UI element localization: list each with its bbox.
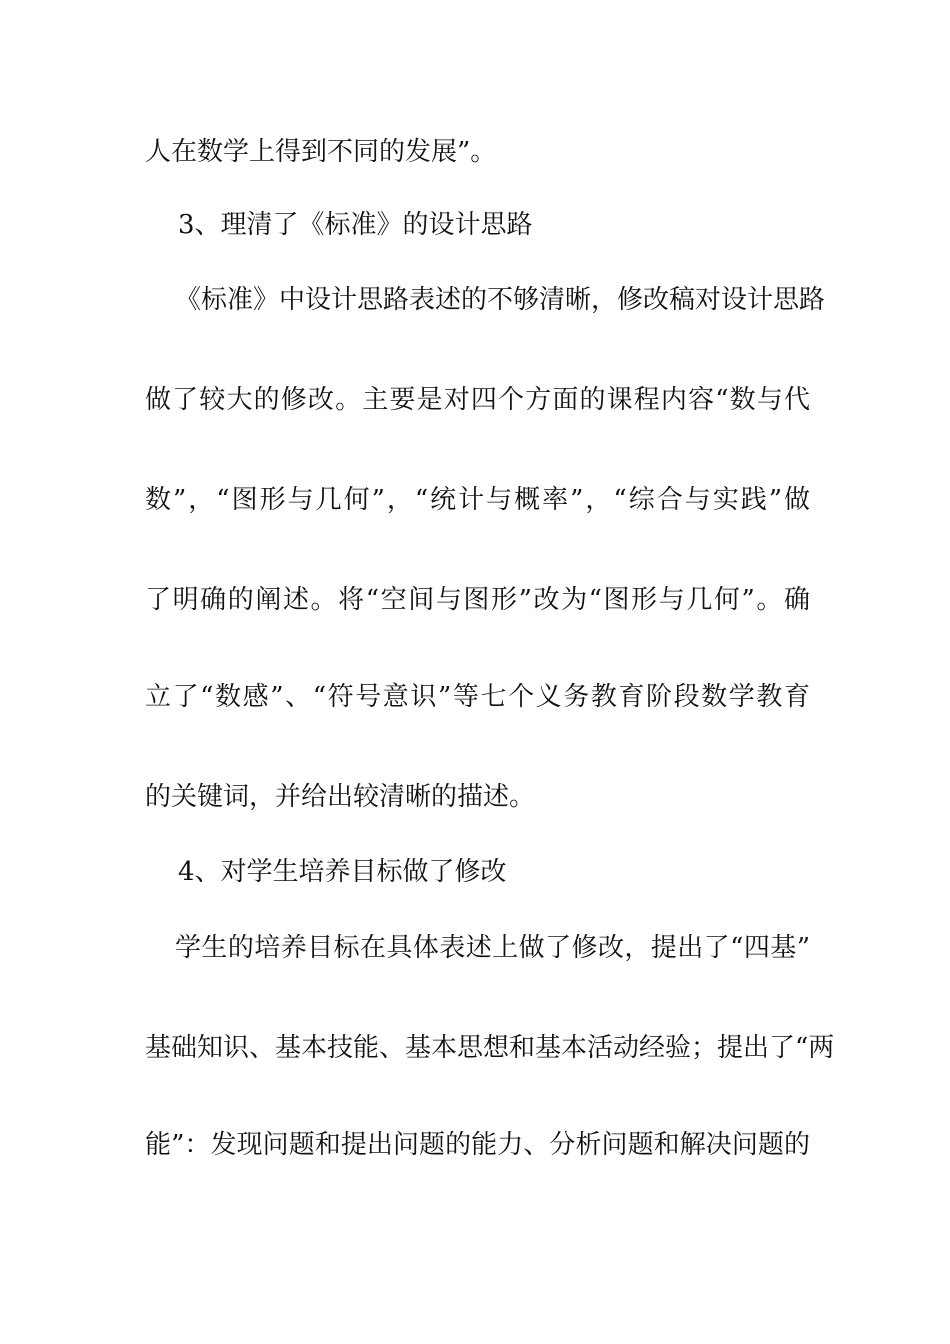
section-4-heading: 4、对学生培养目标做了修改 <box>178 857 507 887</box>
paragraph-fragment-line: 人在数学上得到不同的发展”。 <box>145 137 497 167</box>
section-3-line-1: 《标准》中设计思路表述的不够清晰，修改稿对设计思路 <box>175 285 826 315</box>
section-4-line-2: 基础知识、基本技能、基本思想和基本活动经验；提出了“两 <box>145 1033 835 1063</box>
section-3-line-2: 做了较大的修改。主要是对四个方面的课程内容“数与代 <box>145 385 810 415</box>
section-3-line-3: 数”，“图形与几何”，“统计与概率”，“综合与实践”做 <box>145 485 810 515</box>
section-3-line-4: 了明确的阐述。将“空间与图形”改为“图形与几何”。确 <box>145 585 810 615</box>
section-4-line-1: 学生的培养目标在具体表述上做了修改，提出了“四基” <box>175 933 810 963</box>
section-4-line-3: 能”：发现问题和提出问题的能力、分析问题和解决问题的 <box>145 1130 810 1160</box>
section-3-line-5: 立了“数感”、“符号意识”等七个义务教育阶段数学教育 <box>145 682 810 712</box>
section-3-line-6: 的关键词，并给出较清晰的描述。 <box>145 782 536 812</box>
section-3-heading: 3、理清了《标准》的设计思路 <box>178 210 533 240</box>
